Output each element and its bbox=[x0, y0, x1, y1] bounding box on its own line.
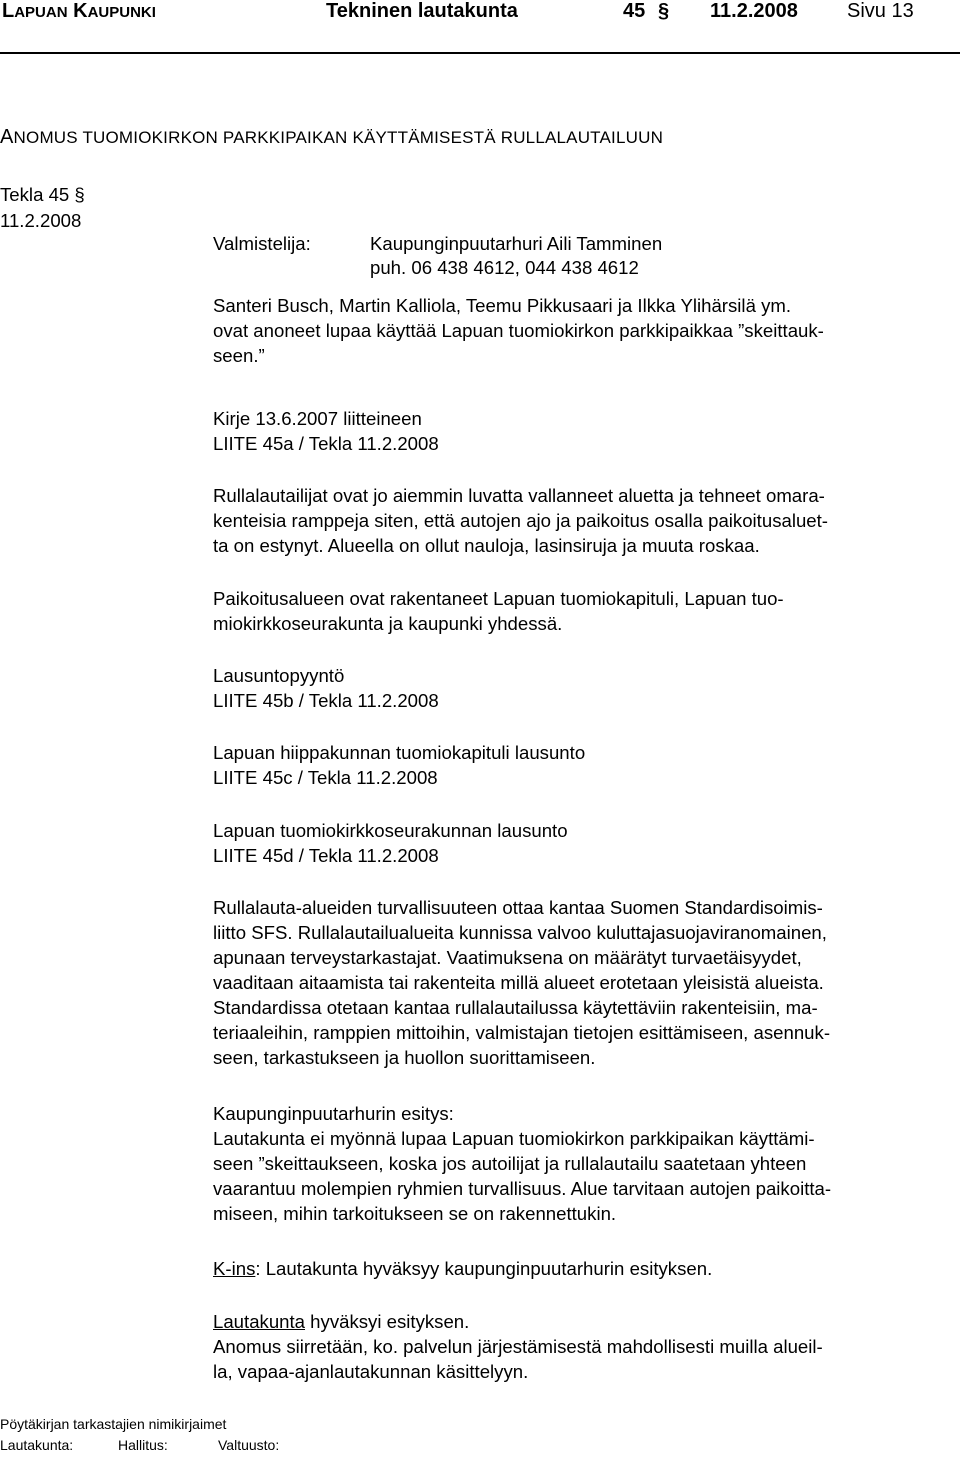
text-line: Paikoitusalueen ovat rakentaneet Lapuan tuomiokapituli, Lapuan tuo- bbox=[213, 588, 784, 609]
municipality-first-letter: L bbox=[2, 0, 15, 22]
text-line: apunaan terveystarkastajat. Vaatimuksena on määrätyt turvaetäisyydet, bbox=[213, 947, 802, 968]
text-line: Anomus siirretään, ko. palvelun järjestämisestä mahdollisesti muilla alueil- bbox=[213, 1336, 823, 1357]
paragraph-skaters bbox=[213, 483, 955, 558]
footer-council-label: Valtuusto: bbox=[218, 1437, 280, 1453]
header-date: 11.2.2008 bbox=[710, 0, 798, 22]
text-line: Rullalautailijat ovat jo aiemmin luvatta vallanneet aluetta ja tehneet omara- bbox=[213, 485, 825, 506]
preparer-phone: puh. 06 438 4612, 044 438 4612 bbox=[370, 257, 639, 278]
header-board: Tekninen lautakunta bbox=[326, 0, 518, 22]
text-line: Lausuntopyyntö bbox=[213, 665, 345, 686]
paragraph-standards bbox=[213, 895, 955, 1070]
preparer-label: Valmistelija: bbox=[213, 233, 311, 254]
attachment-ref: LIITE 45d / Tekla 11.2.2008 bbox=[213, 845, 439, 866]
text-line: vaaditaan aitaamista tai rakenteita millä alueet erotetaan yleisistä alueista. bbox=[213, 972, 824, 993]
header-municipality bbox=[2, 0, 156, 23]
attachment-ref: LIITE 45a / Tekla 11.2.2008 bbox=[213, 433, 439, 454]
footer-board-label: Lautakunta: bbox=[0, 1437, 74, 1453]
document-title bbox=[0, 126, 663, 149]
municipality-smallcaps-2: AUPUNKI bbox=[87, 4, 156, 21]
text-line: liitto SFS. Rullalautailualueita kunnissa valvoo kuluttajasuojaviranomainen, bbox=[213, 922, 827, 943]
text-line: seen, tarkastukseen ja huollon suorittamiseen. bbox=[213, 1047, 596, 1068]
text-line: Lautakunta ei myönnä lupaa Lapuan tuomiokirkon parkkipaikan käyttämi- bbox=[213, 1128, 815, 1149]
text-line: Rullalauta-alueiden turvallisuuteen ottaa kantaa Suomen Standardisoimis- bbox=[213, 897, 823, 918]
kins-text: : Lautakunta hyväksyy kaupunginpuutarhurin esityksen. bbox=[255, 1258, 713, 1279]
footer-government-label: Hallitus: bbox=[118, 1437, 168, 1453]
paragraph-chapter-statement bbox=[213, 740, 955, 790]
text-line: Lapuan hiippakunnan tuomiokapituli lausunto bbox=[213, 742, 586, 763]
text-line: seen ”skeittaukseen, koska jos autoilijat ja rullalautailu saatetaan yhteen bbox=[213, 1153, 807, 1174]
municipality-smallcaps-1: APUAN bbox=[14, 4, 68, 21]
municipality-k-letter: K bbox=[73, 0, 88, 22]
text-line: ta on estynyt. Alueella on ollut nauloja, lasinsiruja ja muuta roskaa. bbox=[213, 535, 760, 556]
text-line: teriaaleihin, ramppien mittoihin, valmistajan tietojen esittämiseen, asennuk- bbox=[213, 1022, 831, 1043]
text-line: ovat anoneet lupaa käyttää Lapuan tuomiokirkon parkkipaikkaa ”skeittauk- bbox=[213, 320, 824, 341]
text-line: Kirje 13.6.2007 liitteineen bbox=[213, 408, 422, 429]
paragraph-parish-statement bbox=[213, 818, 955, 868]
kins-label: K-ins bbox=[213, 1258, 256, 1279]
text-line: miseen, mihin tarkoitukseen se on rakennettukin. bbox=[213, 1203, 617, 1224]
preparer-name: Kaupunginpuutarhuri Aili Tamminen bbox=[370, 233, 663, 254]
paragraph-statement-request bbox=[213, 663, 955, 713]
text-line: Lapuan tuomiokirkkoseurakunnan lausunto bbox=[213, 820, 568, 841]
proposal-heading: Kaupunginpuutarhurin esitys: bbox=[213, 1103, 454, 1124]
attachment-ref: LIITE 45c / Tekla 11.2.2008 bbox=[213, 767, 438, 788]
footer-signatures-label: Pöytäkirjan tarkastajien nimikirjaimet bbox=[0, 1416, 227, 1432]
paragraph-proposal bbox=[213, 1101, 955, 1226]
text-line: seen.” bbox=[213, 345, 265, 366]
header-divider bbox=[0, 52, 960, 54]
text-line: miokirkkoseurakunta ja kaupunki yhdessä. bbox=[213, 613, 563, 634]
text-line: Santeri Busch, Martin Kalliola, Teemu Pikkusaari ja Ilkka Ylihärsilä ym. bbox=[213, 295, 792, 316]
paragraph-parking-builders bbox=[213, 586, 955, 636]
attachment-ref: LIITE 45b / Tekla 11.2.2008 bbox=[213, 690, 439, 711]
paragraph-letter-ref bbox=[213, 406, 955, 456]
decision-text: hyväksyi esityksen. bbox=[305, 1311, 470, 1332]
decision-label: Lautakunta bbox=[213, 1311, 306, 1332]
header-section-number: 45 bbox=[623, 0, 646, 22]
title-rest: NOMUS TUOMIOKIRKON PARKKIPAIKAN KÄYTTÄMISESTÄ RULLALAUTAILUUN bbox=[13, 128, 664, 147]
item-date: 11.2.2008 bbox=[0, 210, 82, 231]
text-line: kenteisia ramppeja siten, että autojen ajo ja paikoitus osalla paikoitusaluet- bbox=[213, 510, 829, 531]
title-first-letter: A bbox=[0, 126, 14, 148]
item-reference: Tekla 45 § bbox=[0, 184, 85, 205]
text-line: vaarantuu molempien ryhmien turvallisuus. Alue tarvitaan autojen paikoitta- bbox=[213, 1178, 832, 1199]
paragraph-kins bbox=[213, 1256, 955, 1281]
header-section-sign: § bbox=[658, 0, 670, 22]
text-line: la, vapaa-ajanlautakunnan käsittelyyn. bbox=[213, 1361, 529, 1382]
paragraph-application bbox=[213, 293, 955, 368]
text-line: Standardissa otetaan kantaa rullalautailussa käytettäviin rakenteisiin, ma- bbox=[213, 997, 818, 1018]
paragraph-decision bbox=[213, 1309, 955, 1384]
header-page-label: Sivu 13 bbox=[847, 0, 914, 22]
